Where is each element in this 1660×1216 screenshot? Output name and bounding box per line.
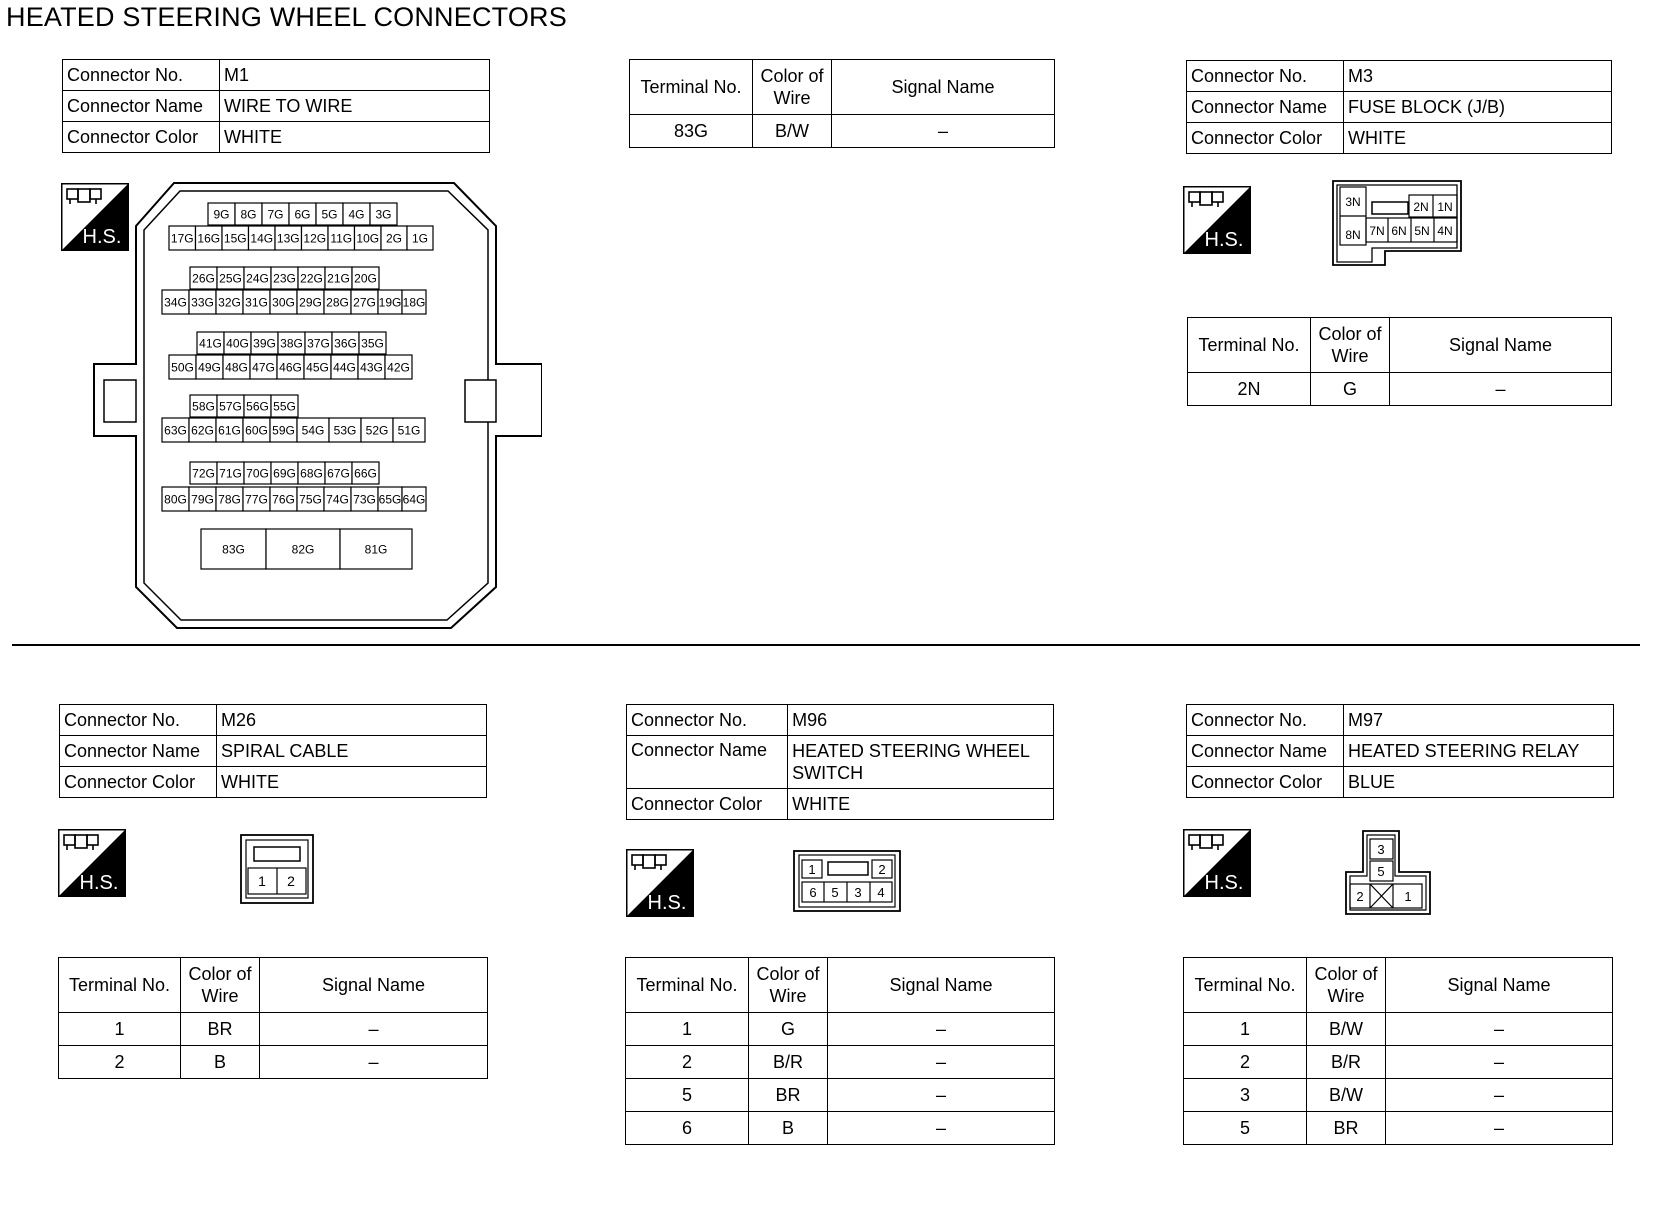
terminal-table-m1 [629, 59, 1055, 148]
pin-label: 1N [1437, 200, 1453, 214]
connector-name-value: HEATED STEERING WHEEL SWITCH [788, 736, 1054, 789]
label-connector-no: Connector No. [63, 60, 220, 91]
label-connector-name: Connector Name [627, 736, 788, 789]
pin-label: 18G [402, 295, 426, 310]
hs-label: H.S. [1204, 872, 1244, 894]
table-row [1184, 1013, 1613, 1046]
pin-label: 76G [272, 492, 295, 507]
pin-label: 55G [273, 399, 296, 414]
label-connector-no: Connector No. [1187, 705, 1344, 736]
pin-label: 30G [272, 295, 295, 310]
terminal-table-m97 [1183, 957, 1613, 1145]
connector-no-value: M97 [1344, 705, 1614, 736]
header-color-of-wire: Color of Wire [1311, 318, 1390, 373]
pin-label: 69G [273, 466, 296, 481]
signal-cell: – [828, 1046, 1055, 1079]
pin-label: 40G [226, 336, 249, 351]
header-signal-name: Signal Name [828, 958, 1055, 1013]
connector-color-value: WHITE [788, 789, 1054, 820]
label-connector-name: Connector Name [1187, 92, 1344, 123]
pin-label: 1 [1404, 889, 1412, 904]
pin-label: 31G [245, 295, 268, 310]
header-color-of-wire: Color of Wire [753, 60, 832, 115]
pin-label: 15G [223, 231, 247, 246]
pin-label: 5G [321, 207, 338, 222]
header-signal-name: Signal Name [1390, 318, 1612, 373]
pin-label: 25G [219, 271, 242, 286]
connector-info-m3 [1186, 60, 1612, 154]
pin-label: 59G [272, 423, 295, 438]
label-connector-name: Connector Name [60, 736, 217, 767]
pin-label: 79G [191, 492, 214, 507]
pin-label: 56G [246, 399, 269, 414]
pin-label: 3N [1345, 195, 1361, 209]
table-row [626, 1013, 1055, 1046]
wire-color-cell: BR [181, 1013, 260, 1046]
pin-label: 1G [411, 231, 429, 246]
header-terminal-no: Terminal No. [59, 958, 181, 1013]
terminal-cell: 2 [626, 1046, 749, 1079]
pin-label: 11G [330, 231, 353, 246]
pin-label: 3G [375, 207, 392, 222]
pin-label: 3 [854, 885, 862, 900]
pin-label: 37G [307, 336, 330, 351]
signal-cell: – [1386, 1013, 1613, 1046]
pin-label: 19G [378, 295, 402, 310]
header-terminal-no: Terminal No. [1188, 318, 1311, 373]
pin-label: 9G [213, 207, 230, 222]
label-connector-name: Connector Name [63, 91, 220, 122]
hs-badge-m97 [1183, 829, 1251, 897]
section-divider [12, 644, 1640, 646]
header-signal-name: Signal Name [260, 958, 488, 1013]
table-row [59, 1046, 488, 1079]
connector-info-m26 [59, 704, 487, 798]
pin-label: 13G [276, 231, 300, 246]
pin-label: 38G [280, 336, 303, 351]
hs-badge-m3 [1183, 186, 1251, 254]
hs-label: H.S. [79, 872, 119, 894]
pin-label: 72G [192, 466, 215, 481]
wire-color-cell: B [749, 1112, 828, 1145]
wire-color-cell: BR [749, 1079, 828, 1112]
wire-color-cell: B/R [749, 1046, 828, 1079]
pin-label: 77G [245, 492, 268, 507]
page-title: HEATED STEERING WHEEL CONNECTORS [6, 2, 567, 32]
pin-label: 14G [250, 231, 274, 246]
signal-cell: – [828, 1013, 1055, 1046]
pin-label: 62G [191, 423, 214, 438]
pin-label: 8G [240, 207, 257, 222]
table-row [1184, 1046, 1613, 1079]
pin-label: 33G [191, 295, 214, 310]
terminal-cell: 6 [626, 1112, 749, 1145]
signal-cell: – [828, 1079, 1055, 1112]
pin-label: 2 [878, 862, 886, 877]
terminal-cell: 2N [1188, 373, 1311, 406]
wire-color-cell: G [749, 1013, 828, 1046]
connector-face-m1 [92, 182, 542, 630]
header-signal-name: Signal Name [832, 60, 1055, 115]
hs-label: H.S. [1204, 229, 1244, 251]
pin-label: 73G [353, 492, 376, 507]
pin-label: 74G [326, 492, 349, 507]
hs-badge-m96 [626, 849, 694, 917]
signal-cell: – [828, 1112, 1055, 1145]
pin-label: 2N [1413, 200, 1429, 214]
header-signal-name: Signal Name [1386, 958, 1613, 1013]
pin-label: 41G [199, 336, 222, 351]
signal-cell: – [260, 1013, 488, 1046]
pin-label: 63G [164, 423, 187, 438]
table-row [1184, 1112, 1613, 1145]
wire-color-cell: G [1311, 373, 1390, 406]
pin-label: 20G [354, 271, 377, 286]
pin-label: 80G [164, 492, 187, 507]
pin-label: 48G [225, 360, 248, 375]
pin-label: 34G [164, 295, 187, 310]
terminal-cell: 3 [1184, 1079, 1307, 1112]
table-row [1184, 1079, 1613, 1112]
terminal-table-m96 [625, 957, 1055, 1145]
connector-face-m26 [240, 834, 314, 904]
pin-label: 4G [348, 207, 365, 222]
label-connector-color: Connector Color [1187, 767, 1344, 798]
connector-info-m97 [1186, 704, 1614, 798]
signal-cell: – [1386, 1079, 1613, 1112]
table-row [626, 1046, 1055, 1079]
pin-label: 1 [808, 862, 816, 877]
terminal-cell: 5 [1184, 1112, 1307, 1145]
pin-label: 83G [222, 542, 245, 557]
terminal-cell: 83G [630, 115, 753, 148]
pin-label: 8N [1345, 228, 1361, 242]
table-row [1188, 373, 1612, 406]
pin-label: 75G [299, 492, 322, 507]
pin-label: 54G [301, 423, 325, 438]
signal-cell: – [1386, 1112, 1613, 1145]
pin-label: 32G [218, 295, 241, 310]
pin-label: 7G [267, 207, 284, 222]
pin-label: 23G [273, 271, 296, 286]
pin-label: 51G [397, 423, 421, 438]
pin-label: 1 [258, 873, 266, 889]
connector-face-m3 [1332, 180, 1462, 266]
pin-label: 53G [333, 423, 357, 438]
connector-name-value: WIRE TO WIRE [220, 91, 490, 122]
pin-label: 81G [364, 542, 388, 557]
header-color-of-wire: Color of Wire [1307, 958, 1386, 1013]
connector-name-value: HEATED STEERING RELAY [1344, 736, 1614, 767]
connector-color-value: WHITE [217, 767, 487, 798]
terminal-cell: 1 [1184, 1013, 1307, 1046]
connector-no-value: M3 [1344, 61, 1612, 92]
pin-label: 42G [387, 360, 410, 375]
signal-cell: – [1390, 373, 1612, 406]
pin-label: 61G [218, 423, 241, 438]
hs-label: H.S. [82, 226, 122, 248]
pin-label: 16G [197, 231, 221, 246]
label-connector-no: Connector No. [1187, 61, 1344, 92]
pin-label: 4 [877, 885, 885, 900]
pin-label: 44G [333, 360, 356, 375]
pin-label: 60G [245, 423, 268, 438]
pin-label: 36G [334, 336, 357, 351]
pin-label: 2 [1356, 889, 1364, 904]
pin-label: 70G [246, 466, 269, 481]
label-connector-color: Connector Color [627, 789, 788, 820]
pin-label: 64G [402, 492, 426, 507]
table-row [626, 1112, 1055, 1145]
table-row [630, 115, 1055, 148]
connector-name-value: SPIRAL CABLE [217, 736, 487, 767]
pin-label: 47G [252, 360, 275, 375]
pin-label: 5 [1377, 864, 1385, 879]
pin-label: 68G [300, 466, 323, 481]
connector-name-value: FUSE BLOCK (J/B) [1344, 92, 1612, 123]
pin-label: 58G [192, 399, 215, 414]
label-connector-no: Connector No. [627, 705, 788, 736]
pin-label: 71G [219, 466, 242, 481]
pin-label: 7N [1369, 224, 1385, 238]
terminal-cell: 5 [626, 1079, 749, 1112]
label-connector-color: Connector Color [60, 767, 217, 798]
pin-label: 65G [378, 492, 402, 507]
pin-label: 78G [218, 492, 241, 507]
wire-color-cell: B/R [1307, 1046, 1386, 1079]
pin-label: 50G [171, 360, 194, 375]
pin-label: 52G [365, 423, 389, 438]
pin-label: 2 [287, 873, 295, 889]
table-row [626, 1079, 1055, 1112]
header-terminal-no: Terminal No. [630, 60, 753, 115]
pin-label: 3 [1377, 842, 1385, 857]
pin-label: 5 [831, 885, 839, 900]
signal-cell: – [1386, 1046, 1613, 1079]
hs-label: H.S. [647, 892, 687, 914]
terminal-cell: 2 [59, 1046, 181, 1079]
wire-color-cell: B/W [753, 115, 832, 148]
pin-label: 46G [279, 360, 302, 375]
header-terminal-no: Terminal No. [626, 958, 749, 1013]
header-color-of-wire: Color of Wire [181, 958, 260, 1013]
connector-color-value: BLUE [1344, 767, 1614, 798]
pin-label: 82G [291, 542, 315, 557]
pin-label: 26G [192, 271, 215, 286]
connector-info-m1 [62, 59, 490, 153]
terminal-cell: 1 [626, 1013, 749, 1046]
header-color-of-wire: Color of Wire [749, 958, 828, 1013]
label-connector-color: Connector Color [1187, 123, 1344, 154]
pin-label: 49G [198, 360, 221, 375]
pin-label: 17G [170, 231, 194, 246]
pin-label: 27G [353, 295, 376, 310]
pin-label: 43G [360, 360, 383, 375]
connector-face-m96 [793, 850, 901, 912]
connector-face-m97 [1345, 830, 1431, 916]
pin-label: 5N [1414, 224, 1430, 238]
pin-label: 24G [246, 271, 269, 286]
terminal-cell: 2 [1184, 1046, 1307, 1079]
pin-label: 22G [300, 271, 323, 286]
label-connector-name: Connector Name [1187, 736, 1344, 767]
connector-no-value: M96 [788, 705, 1054, 736]
pin-label: 39G [253, 336, 276, 351]
pin-label: 4N [1437, 224, 1453, 238]
connector-no-value: M1 [220, 60, 490, 91]
pin-label: 2G [385, 231, 403, 246]
pin-label: 66G [354, 466, 377, 481]
table-row [59, 1013, 488, 1046]
pin-label: 6N [1391, 224, 1407, 238]
pin-label: 28G [326, 295, 349, 310]
pin-label: 12G [303, 231, 327, 246]
signal-cell: – [260, 1046, 488, 1079]
pin-label: 6 [809, 885, 817, 900]
pin-label: 35G [361, 336, 384, 351]
wire-color-cell: B/W [1307, 1013, 1386, 1046]
terminal-cell: 1 [59, 1013, 181, 1046]
pin-label: 21G [327, 271, 350, 286]
pin-label: 67G [327, 466, 350, 481]
signal-cell: – [832, 115, 1055, 148]
label-connector-color: Connector Color [63, 122, 220, 153]
terminal-table-m26 [58, 957, 488, 1079]
pin-label: 10G [356, 231, 380, 246]
connector-color-value: WHITE [220, 122, 490, 153]
header-terminal-no: Terminal No. [1184, 958, 1307, 1013]
connector-info-m96 [626, 704, 1054, 820]
connector-no-value: M26 [217, 705, 487, 736]
terminal-table-m3 [1187, 317, 1612, 406]
pin-label: 45G [306, 360, 329, 375]
label-connector-no: Connector No. [60, 705, 217, 736]
wire-color-cell: B/W [1307, 1079, 1386, 1112]
pin-label: 6G [294, 207, 311, 222]
pin-label: 57G [219, 399, 242, 414]
hs-badge-m26 [58, 829, 126, 897]
wire-color-cell: BR [1307, 1112, 1386, 1145]
connector-color-value: WHITE [1344, 123, 1612, 154]
pin-label: 29G [299, 295, 322, 310]
wire-color-cell: B [181, 1046, 260, 1079]
